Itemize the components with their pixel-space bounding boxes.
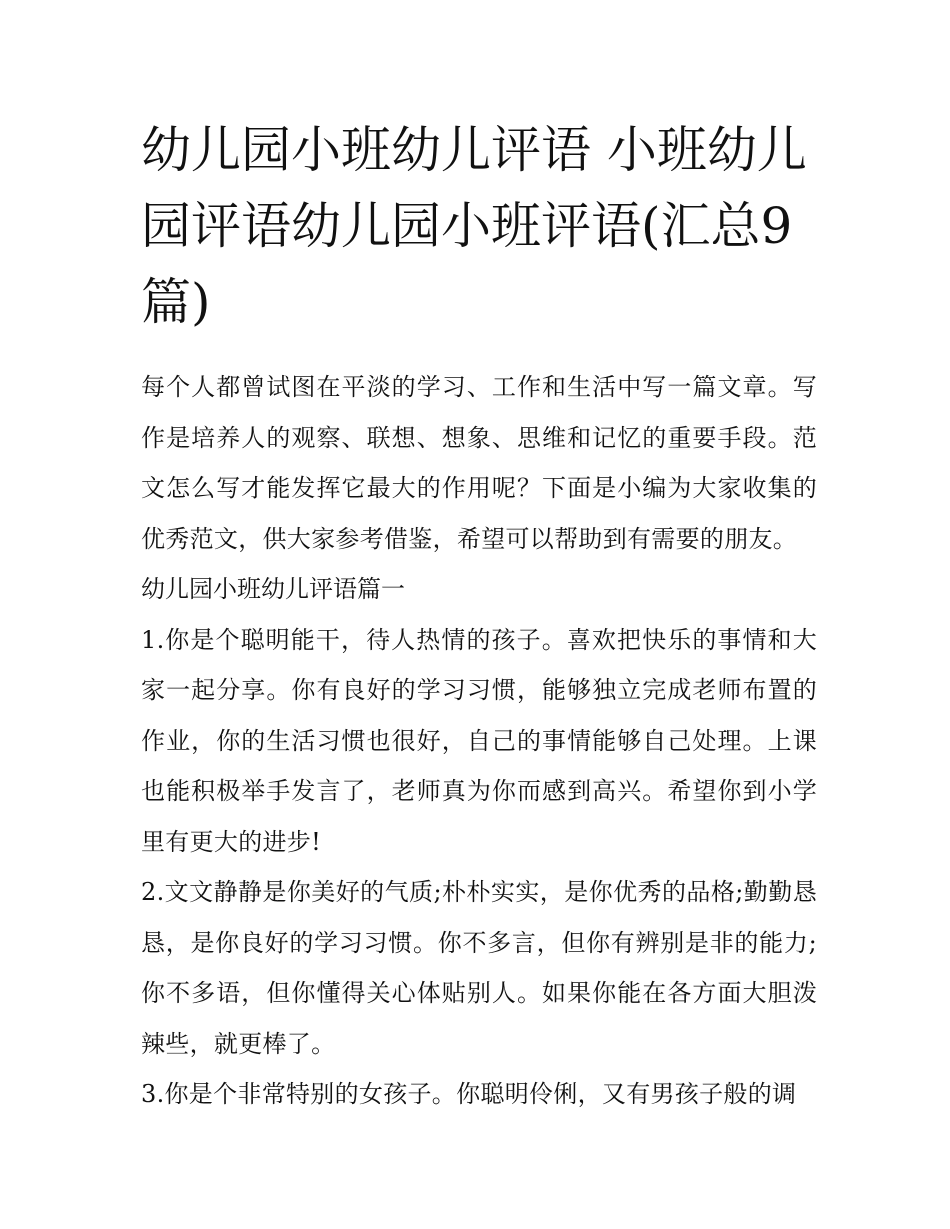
document-body: [141, 362, 817, 1120]
document-title: 幼儿园小班幼儿评语 小班幼儿园评语幼儿园小班评语(汇总9篇): [141, 121, 807, 331]
list-item: 2.文文静静是你美好的气质;朴朴实实，是你优秀的品格;勤勤恳恳，是你良好的学习习惯。你不多言，但你有辨别是非的能力;你不多语，但你懂得关心体贴别人。如果你能在各方面大胆泼辣些，就更棒了。: [141, 878, 817, 1058]
section-heading: 幼儿园小班幼儿评语篇一: [141, 575, 405, 603]
list-item: 1.你是个聪明能干，待人热情的孩子。喜欢把快乐的事情和大家一起分享。你有良好的学习习惯，能够独立完成老师布置的作业，你的生活习惯也很好，自己的事情能够自己处理。上课也能积极举手发言了，老师真为你而感到高兴。希望你到小学里有更大的进步!: [141, 625, 817, 856]
document-page: [141, 112, 817, 1120]
intro-paragraph: 每个人都曾试图在平淡的学习、工作和生活中写一篇文章。写作是培养人的观察、联想、想象、思维和记忆的重要手段。范文怎么写才能发挥它最大的作用呢？下面是小编为大家收集的优秀范文，供大家参考借鉴，希望可以帮助到有需要的朋友。: [141, 373, 817, 553]
list-item: 3.你是个非常特别的女孩子。你聪明伶俐，又有男孩子般的调: [141, 1080, 797, 1108]
